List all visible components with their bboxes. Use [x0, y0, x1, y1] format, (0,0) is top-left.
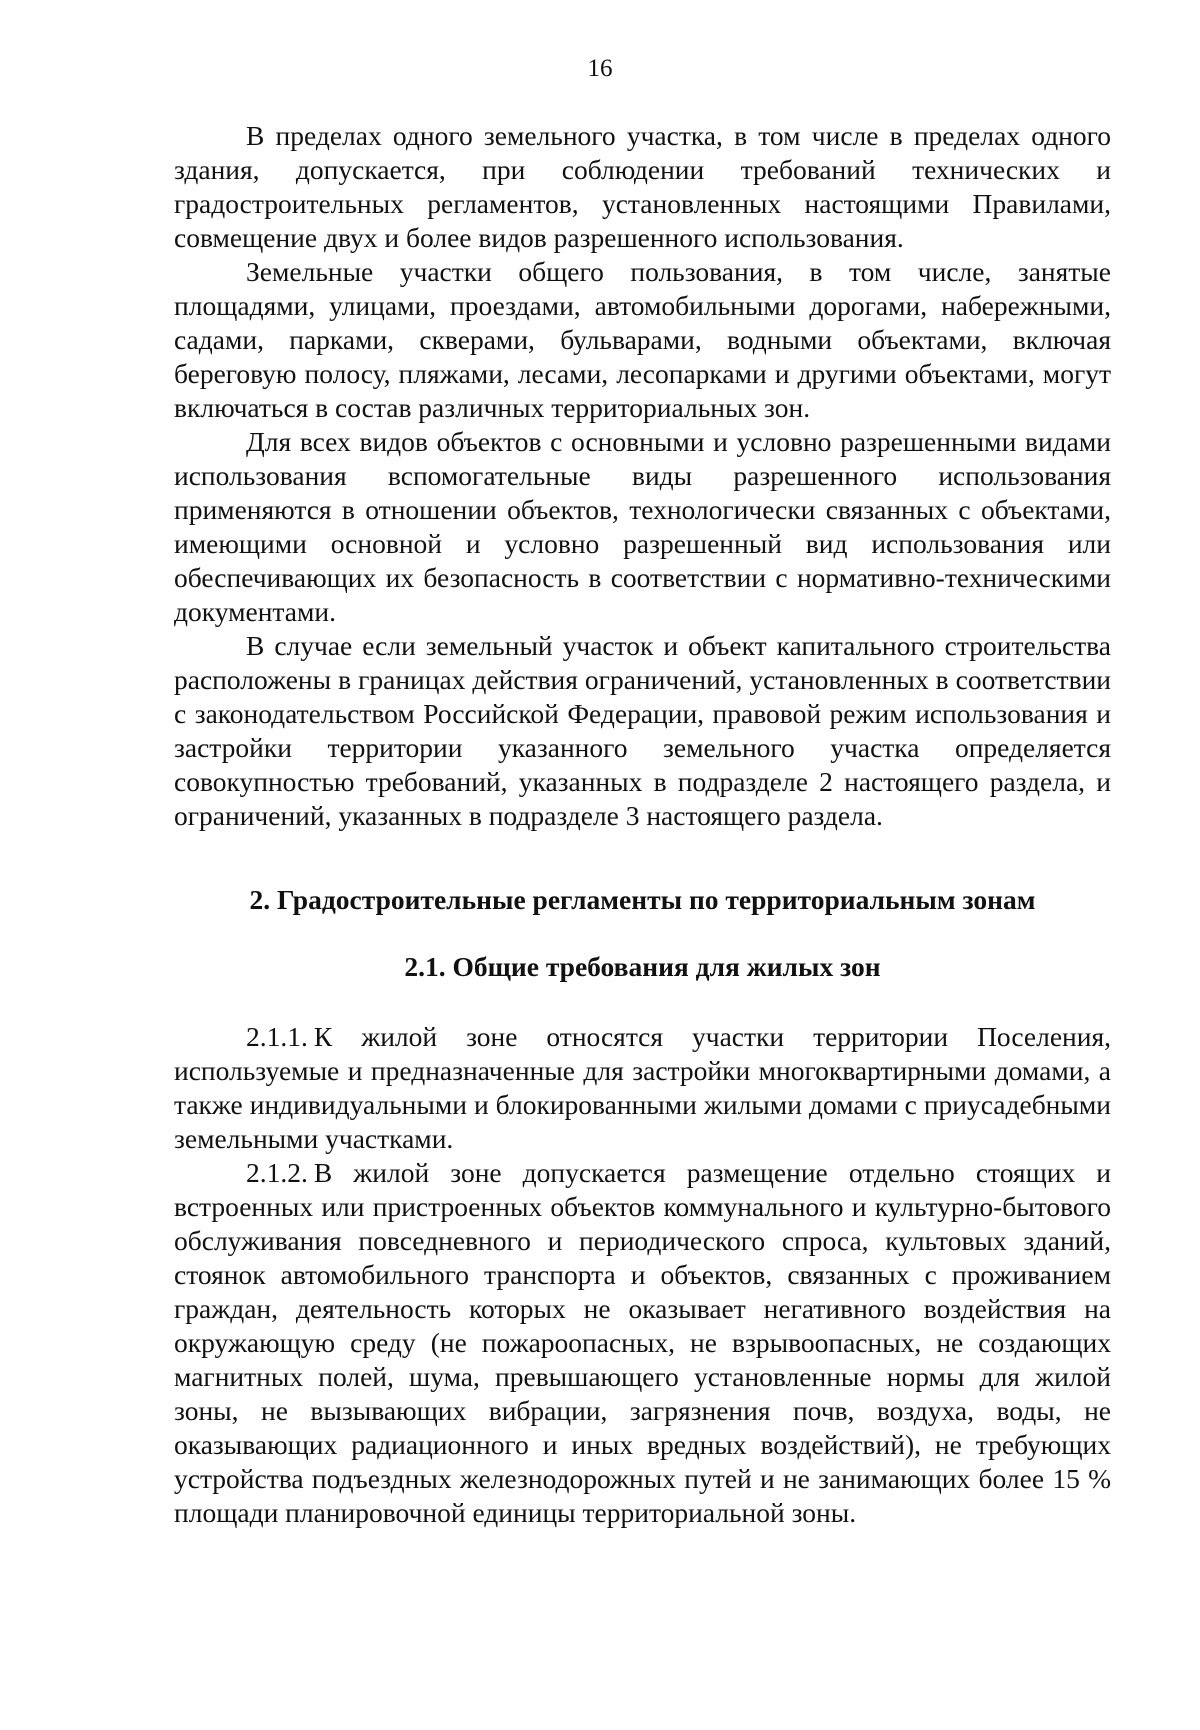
item-2-1-1	[174, 1020, 1111, 1156]
section-heading: 2. Градостроительные регламенты по территориальным зонам	[249, 884, 1036, 915]
subsection-heading: 2.1. Общие требования для жилых зон	[404, 951, 881, 982]
page-number: 16	[587, 55, 613, 82]
document-body	[174, 119, 1111, 1530]
item-2-1-2	[174, 1156, 1111, 1530]
paragraph-restrictions: В случае если земельный участок и объект капитального строительства расположены в границах действия ограничений, установленных в соответствии с законодательством Российской Федерации, правовой режим использования и застройки территории указанного земельного участка определяется совокупностью требований, указанных в подразделе 2 настоящего раздела, и ограничений, указанных в подразделе 3 настоящего раздела.	[174, 630, 1111, 831]
item-number: 2.1.1.	[246, 1021, 308, 1052]
paragraph-auxiliary-uses: Для всех видов объектов с основными и условно разрешенными видами использования вспомогательные виды разрешенного использования применяются в отношении объектов, технологически связанных с объектами, имеющими основной и условно разрешенный вид использования или обеспечивающих их безопасность в соответствии с нормативно-техническими документами.	[174, 426, 1111, 627]
paragraph-combined-uses: В пределах одного земельного участка, в том числе в пределах одного здания, допускается, при соблюдении требований технических и градостроительных регламентов, установленных настоящими Правилами, совмещение двух и более видов разрешенного использования.	[174, 120, 1111, 253]
item-text: К жилой зоне относятся участки территории Поселения, используемые и предназначенные для застройки многоквартирными домами, а также индивидуальными и блокированными жилыми домами с приусадебными земельными участками.	[174, 1021, 1111, 1154]
item-text: В жилой зоне допускается размещение отдельно стоящих и встроенных или пристроенных объектов коммунального и культурно-бытового обслуживания повседневного и периодического спроса, культовых зданий, стоянок автомобильного транспорта и объектов, связанных с проживанием граждан, деятельность которых не оказывает негативного воздействия на окружающую среду (не пожароопасных, не взрывоопасных, не создающих магнитных полей, шума, превышающего установленные нормы для жилой зоны, не вызывающих вибрации, загрязнения почв, воздуха, воды, не оказывающих радиационного и иных вредных воздействий), не требующих устройства подъездных железнодорожных путей и не занимающих более 15 % площади планировочной единицы территориальной зоны.	[174, 1157, 1111, 1528]
item-number: 2.1.2.	[246, 1157, 308, 1188]
paragraph-public-land: Земельные участки общего пользования, в том числе, занятые площадями, улицами, проездами, автомобильными дорогами, набережными, садами, парками, скверами, бульварами, водными объектами, включая береговую полосу, пляжами, лесами, лесопарками и другими объектами, могут включаться в состав различных территориальных зон.	[174, 256, 1111, 423]
